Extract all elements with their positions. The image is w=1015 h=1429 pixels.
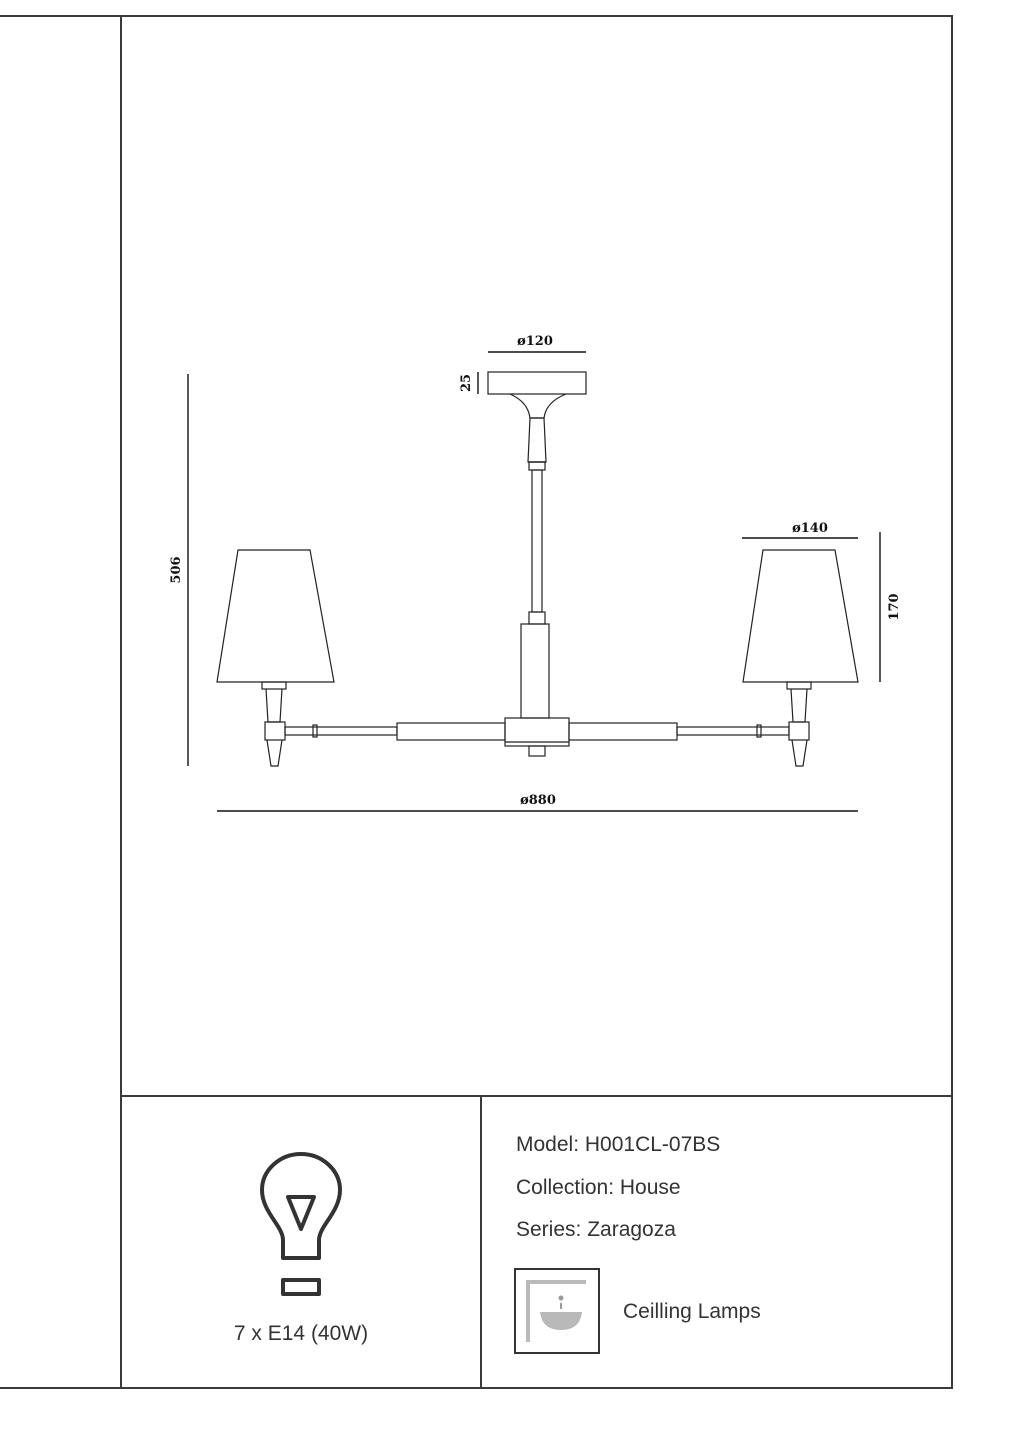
left-arm-inner	[397, 723, 505, 740]
left-arm-outer	[285, 727, 397, 735]
left-shade	[217, 550, 334, 682]
dim-overall-diameter: ø880	[520, 793, 556, 808]
dim-canopy-height: 25	[459, 373, 474, 393]
canopy-neck	[510, 394, 566, 418]
stem-collar	[529, 462, 545, 470]
center-finial	[529, 746, 545, 756]
right-shade	[743, 550, 858, 682]
dim-overall-height: 506	[169, 556, 184, 584]
light-bulb-icon	[262, 1154, 340, 1294]
category-label: Ceilling Lamps	[623, 1300, 761, 1323]
right-arm-inner	[569, 723, 677, 740]
stem-sleeve	[528, 418, 546, 462]
series-label: Series: Zaragoza	[516, 1218, 676, 1241]
dim-shade-height: 170	[887, 593, 902, 621]
right-arm-outer	[677, 727, 789, 735]
stem-rod	[532, 470, 542, 612]
canopy	[488, 372, 586, 394]
bulb-spec-label: 7 x E14 (40W)	[233, 1322, 369, 1345]
dim-shade-diameter: ø140	[792, 521, 828, 536]
dim-canopy-diameter: ø120	[517, 334, 553, 349]
model-label: Model: H001CL-07BS	[516, 1133, 721, 1156]
collection-label: Collection: House	[516, 1176, 681, 1199]
center-body	[521, 624, 549, 718]
ceiling-lamp-icon	[514, 1268, 600, 1354]
stem-joint	[529, 612, 545, 624]
